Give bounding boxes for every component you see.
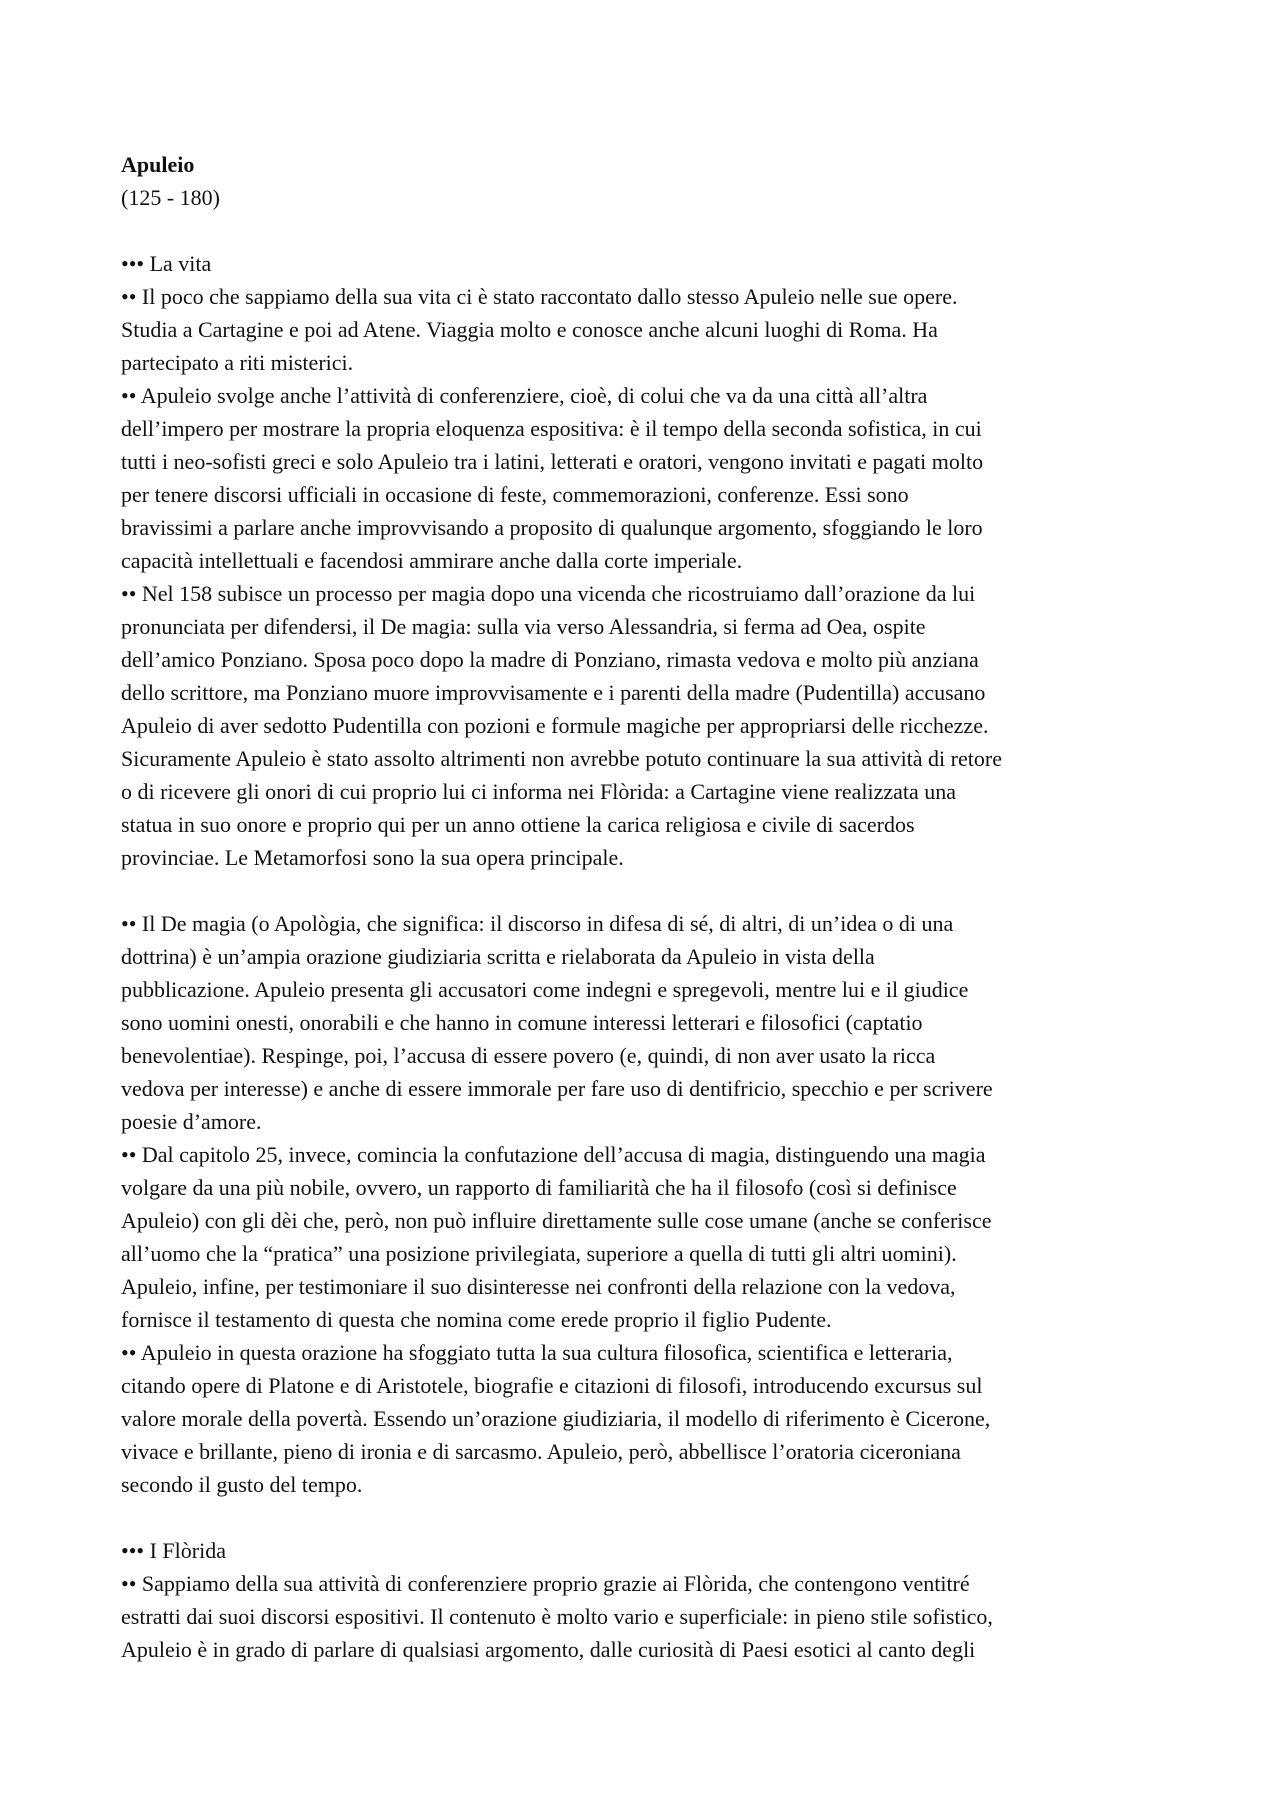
text-line: poesie d’amore. — [121, 1109, 262, 1134]
text-line: citando opere di Platone e di Aristotele, biografie e citazioni di filosofi, introducendo excursus sul — [121, 1373, 983, 1398]
text-line: secondo il gusto del tempo. — [121, 1472, 363, 1497]
text-line: Apuleio è in grado di parlare di qualsiasi argomento, dalle curiosità di Paesi esotici al canto degli — [121, 1637, 976, 1662]
spacer — [121, 1501, 1171, 1534]
document-body — [121, 247, 1171, 1666]
text-line: tutti i neo-sofisti greci e solo Apuleio tra i latini, letterati e oratori, vengono invitati e pagati molto — [121, 449, 984, 474]
text-line: Studia a Cartagine e poi ad Atene. Viaggia molto e conosce anche alcuni luoghi di Roma. Ha — [121, 317, 938, 342]
text-line: dottrina) è un’ampia orazione giudiziaria scritta e rielaborata da Apuleio in vista della — [121, 944, 875, 969]
text-line: •• Il De magia (o Apològia, che significa: il discorso in difesa di sé, di altri, di un’idea o di una — [121, 911, 954, 936]
text-line: bravissimi a parlare anche improvvisando a proposito di qualunque argomento, sfoggiando le loro — [121, 515, 983, 540]
text-line: partecipato a riti misterici. — [121, 350, 354, 375]
text-line: fornisce il testamento di questa che nomina come erede proprio il figlio Pudente. — [121, 1307, 832, 1332]
text-line: statua in suo onore e proprio qui per un anno ottiene la carica religiosa e civile di sacerdos — [121, 812, 915, 837]
text-line: volgare da una più nobile, ovvero, un rapporto di familiarità che ha il filosofo (così si definisce — [121, 1175, 957, 1200]
text-line: ••• La vita — [121, 251, 212, 276]
text-line: dell’amico Ponziano. Sposa poco dopo la madre di Ponziano, rimasta vedova e molto più anziana — [121, 647, 979, 672]
text-line: •• Apuleio svolge anche l’attività di conferenziere, cioè, di colui che va da una città all’altra — [121, 383, 928, 408]
section — [121, 907, 1171, 1501]
document-title: Apuleio — [121, 152, 195, 177]
text-line: dello scrittore, ma Ponziano muore improvvisamente e i parenti della madre (Pudentilla) accusano — [121, 680, 986, 705]
text-line: Sicuramente Apuleio è stato assolto altrimenti non avrebbe potuto continuare la sua attività di retore — [121, 746, 1002, 771]
text-line: vivace e brillante, pieno di ironia e di sarcasmo. Apuleio, però, abbellisce l’oratoria ciceroniana — [121, 1439, 961, 1464]
text-line: o di ricevere gli onori di cui proprio lui ci informa nei Flòrida: a Cartagine viene realizzata una — [121, 779, 957, 804]
text-line: ••• I Flòrida — [121, 1538, 226, 1563]
text-line: capacità intellettuali e facendosi ammirare anche dalla corte imperiale. — [121, 548, 743, 573]
text-line: all’uomo che la “pratica” una posizione privilegiata, superiore a quella di tutti gli altri uomini). — [121, 1241, 957, 1266]
section — [121, 1534, 1171, 1666]
section — [121, 247, 1171, 874]
text-line: vedova per interesse) e anche di essere immorale per fare uso di dentifricio, specchio e per scrivere — [121, 1076, 993, 1101]
text-line: dell’impero per mostrare la propria eloquenza espositiva: è il tempo della seconda sofistica, in cui — [121, 416, 982, 441]
text-line: per tenere discorsi ufficiali in occasione di feste, commemorazioni, conferenze. Essi sono — [121, 482, 909, 507]
spacer — [121, 214, 1171, 247]
text-line: estratti dai suoi discorsi espositivi. Il contenuto è molto vario e superficiale: in pieno stile sofistico, — [121, 1604, 993, 1629]
text-line: •• Dal capitolo 25, invece, comincia la confutazione dell’accusa di magia, distinguendo una magia — [121, 1142, 986, 1167]
spacer — [121, 874, 1171, 907]
text-line: •• Apuleio in questa orazione ha sfoggiato tutta la sua cultura filosofica, scientifica e letteraria, — [121, 1340, 953, 1365]
text-line: Apuleio, infine, per testimoniare il suo disinteresse nei confronti della relazione con la vedova, — [121, 1274, 956, 1299]
document-dates: (125 - 180) — [121, 185, 220, 210]
text-line: Apuleio di aver sedotto Pudentilla con pozioni e formule magiche per appropriarsi delle ricchezze. — [121, 713, 989, 738]
text-line: •• Nel 158 subisce un processo per magia dopo una vicenda che ricostruiamo dall’orazione da lui — [121, 581, 976, 606]
text-line: provinciae. Le Metamorfosi sono la sua opera principale. — [121, 845, 624, 870]
text-line: •• Il poco che sappiamo della sua vita ci è stato raccontato dallo stesso Apuleio nelle sue opere. — [121, 284, 958, 309]
document-page — [121, 148, 1171, 1666]
text-line: benevolentiae). Respinge, poi, l’accusa di essere povero (e, quindi, di non aver usato la ricca — [121, 1043, 936, 1068]
text-line: sono uomini onesti, onorabili e che hanno in comune interessi letterari e filosofici (captatio — [121, 1010, 923, 1035]
text-line: pronunciata per difendersi, il De magia: sulla via verso Alessandria, si ferma ad Oea, ospite — [121, 614, 926, 639]
text-line: pubblicazione. Apuleio presenta gli accusatori come indegni e spregevoli, mentre lui e il giudice — [121, 977, 969, 1002]
text-line: Apuleio) con gli dèi che, però, non può influire direttamente sulle cose umane (anche se conferisce — [121, 1208, 992, 1233]
text-line: valore morale della povertà. Essendo un’orazione giudiziaria, il modello di riferimento è Cicerone, — [121, 1406, 991, 1431]
text-line: •• Sappiamo della sua attività di conferenziere proprio grazie ai Flòrida, che contengono ventitré — [121, 1571, 970, 1596]
